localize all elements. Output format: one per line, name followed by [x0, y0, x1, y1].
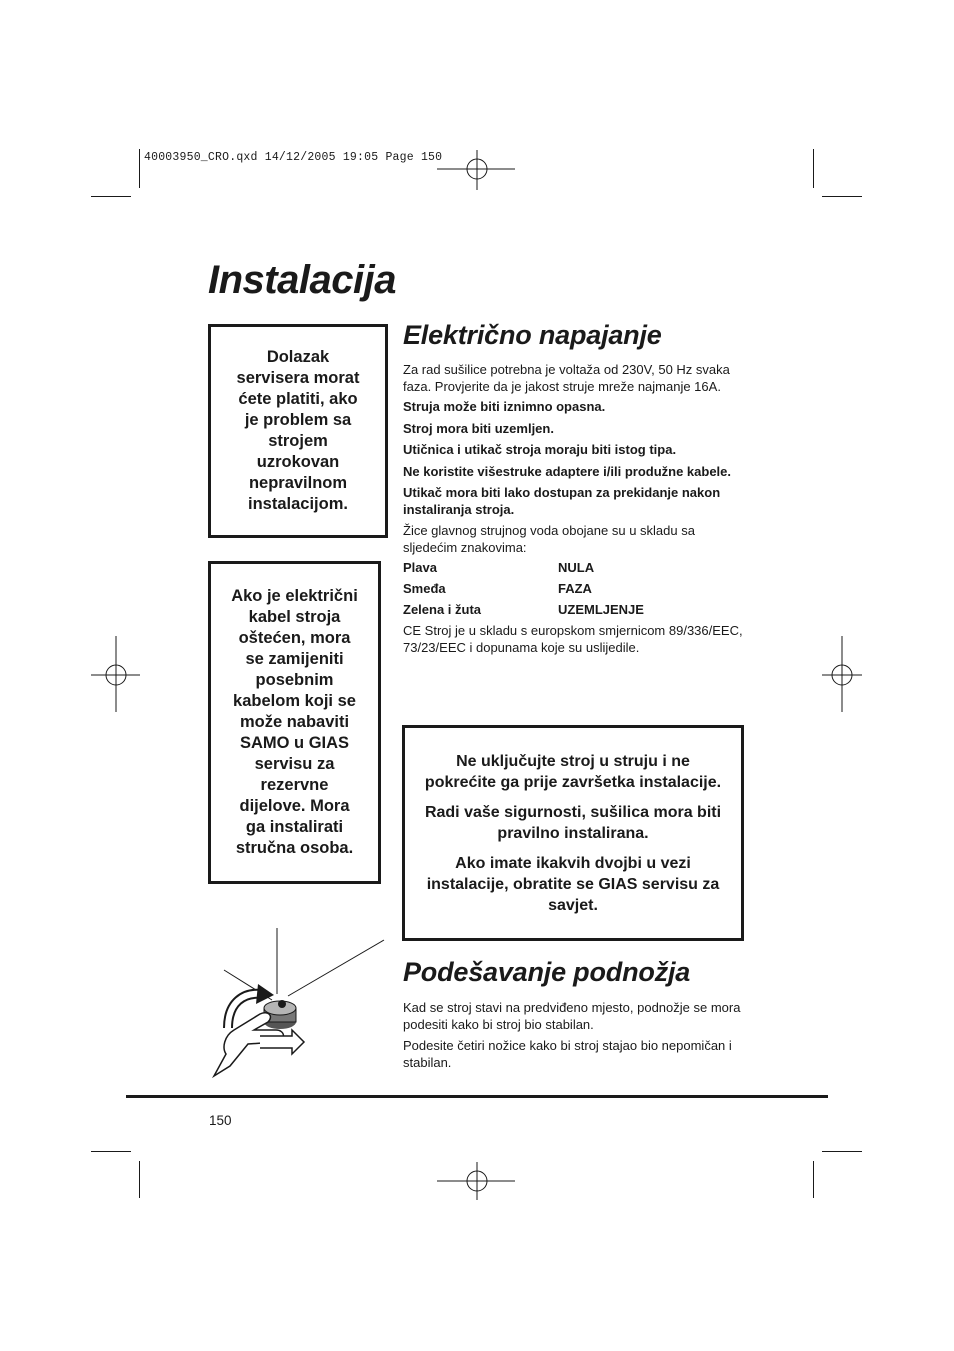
wire-color: Zelena i žuta	[403, 602, 482, 617]
notice-line: SAMO u GIAS	[239, 734, 350, 752]
warning-line: Struja može biti iznimno opasna.	[403, 399, 606, 414]
wire-row	[403, 601, 745, 618]
wire-color: Plava	[403, 560, 437, 575]
notice-line: se zamijeniti	[245, 650, 344, 668]
warning-paragraph: Radi vaše sigurnosti, sušilica mora biti pravilno instalirana.	[424, 803, 722, 842]
electrical-section	[403, 361, 745, 656]
installation-warning-box	[402, 725, 744, 941]
feet-section	[403, 999, 745, 1071]
electrical-intro: Za rad sušilice potrebna je voltaža od 230V, 50 Hz svaka faza. Provjerite da je jakost struje mreže najmanje 16A.	[403, 362, 730, 394]
wires-intro: Žice glavnog strujnog voda obojane su u skladu sa sljedećim znakovima:	[403, 523, 695, 555]
notice-line: servisu za	[254, 755, 335, 773]
warning-line: Utikač mora biti lako dostupan za prekidanje nakon instaliranja stroja.	[403, 485, 721, 517]
notice-line: kabel stroja	[248, 608, 341, 626]
notice-line: dijelove. Mora	[239, 797, 350, 815]
notice-line: posebnim	[255, 671, 334, 689]
warning-paragraph: Ne uključujte stroj u struju i ne pokrećite ga prije završetka instalacije.	[424, 752, 722, 791]
notice-line: strojem	[268, 432, 328, 450]
notice-line: Ako je električni	[231, 587, 358, 605]
ce-compliance: CE Stroj je u skladu s europskom smjernicom 89/336/EEC, 73/23/EEC i dopunama koje su uslijedile.	[403, 623, 743, 655]
page-title: Instalacija	[208, 258, 396, 302]
warning-line: Utičnica i utikač stroja moraju biti istog tipa.	[403, 442, 677, 457]
footer-rule	[126, 1095, 828, 1098]
notice-line: oštećen, mora	[238, 629, 351, 647]
wire-color: Smeđa	[403, 581, 446, 596]
notice-line: instalacijom.	[248, 495, 348, 513]
notice-line: rezervne	[260, 776, 329, 794]
wire-meaning: NULA	[558, 560, 595, 575]
warning-line: Ne koristite višestruke adaptere i/ili produžne kabele.	[403, 463, 732, 479]
service-cost-notice	[208, 324, 388, 538]
wire-row	[403, 559, 745, 576]
wire-meaning: UZEMLJENJE	[558, 602, 644, 617]
warning-line: Stroj mora biti uzemljen.	[403, 420, 554, 436]
page-number: 150	[209, 1113, 232, 1128]
notice-line: kabelom koji se	[233, 692, 356, 710]
foot-adjustment-illustration	[200, 926, 390, 1086]
notice-line: stručna osoba.	[235, 839, 354, 857]
notice-line: Dolazak	[266, 348, 330, 366]
feet-paragraph: Podesite četiri nožice kako bi stroj stajao bio nepomičan i stabilan.	[403, 1038, 732, 1070]
notice-line: može nabaviti	[239, 713, 350, 731]
warning-paragraph: Ako imate ikakvih dvojbi u vezi instalacije, obratite se GIAS servisu za savjet.	[426, 854, 720, 914]
wire-meaning: FAZA	[558, 581, 592, 596]
notice-line: servisera morat	[236, 369, 360, 387]
notice-line: je problem sa	[244, 411, 352, 429]
notice-line: ga instalirati	[245, 818, 344, 836]
print-slug: 40003950_CRO.qxd 14/12/2005 19:05 Page 150	[144, 151, 443, 164]
wire-row	[403, 580, 745, 597]
notice-line: uzrokovan	[256, 453, 340, 471]
feet-paragraph: Kad se stroj stavi na predviđeno mjesto, podnožje se mora podesiti kako bi stroj bio stabilan.	[403, 1000, 741, 1032]
notice-line: nepravilnom	[248, 474, 348, 492]
section-heading-feet: Podešavanje podnožja	[403, 957, 691, 987]
cable-replacement-notice	[208, 561, 381, 884]
notice-line: ćete platiti, ako	[238, 390, 358, 408]
section-heading-electrical: Električno napajanje	[403, 320, 662, 350]
